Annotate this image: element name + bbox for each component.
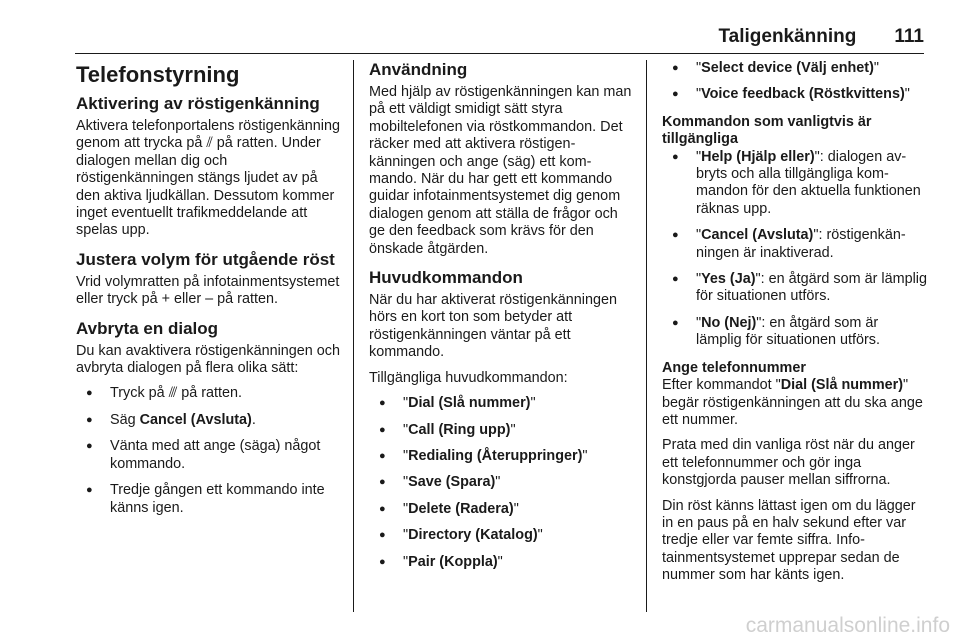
subheading-main-commands: Huvudkommandon xyxy=(369,268,523,288)
list-item: ● "Cancel (Avsluta)": röstigenkänningen är inaktiverad. xyxy=(662,227,927,262)
paragraph-enter-number: Efter kommandot "Dial (Slå nummer)" begär röstigenkänningen att du ska ange ett nummer. xyxy=(662,377,923,428)
list-item: ● "Dial (Slå nummer)" xyxy=(369,395,632,412)
paragraph-usage: Med hjälp av röstigenkänningen kan man på ett väldigt smidigt sätt styra mobiltelefonen via röstkommandon. Det räcker med att aktivera röstigenkänningen och ange (säg) ett kommando. När du har gett ett kommando guidar infotainmentsystemet dig genom dialogen genom att ställa de frågor och ge den feedback som krävs för den önskade åtgärden. xyxy=(369,84,632,257)
subheading-usage: Användning xyxy=(369,60,468,79)
list-item: ● "Delete (Radera)" xyxy=(369,501,632,518)
cancel-options-list xyxy=(76,385,344,516)
column-divider-1 xyxy=(353,60,354,612)
subheading-activation: Aktivering av röstigenkänning xyxy=(76,94,320,113)
paragraph-available-commands: Tillgängliga huvudkommandon: xyxy=(369,369,568,386)
list-item: ● "Directory (Katalog)" xyxy=(369,527,632,544)
main-commands-list xyxy=(369,395,632,571)
list-item: ● "Help (Hjälp eller)": dialogen avbryts och alla tillgängliga kommandon för den aktuella funktionen räknas upp. xyxy=(662,149,927,219)
common-commands-list xyxy=(662,149,927,350)
header-rule xyxy=(75,53,924,54)
list-item: ● "Redialing (Återuppringer)" xyxy=(369,448,632,465)
paragraph-speak-normally: Prata med din vanliga röst när du anger ett telefonnummer och gör inga konstgjorda pauser mellan siffrorna. xyxy=(662,437,915,489)
column-3 xyxy=(662,60,927,593)
list-item: ● "Voice feedback (Röstkvittens)" xyxy=(662,86,927,103)
subheading-common-commands: Kommandon som vanligtvis är tillgängliga xyxy=(662,113,872,148)
list-item: ● Säg Cancel (Avsluta). xyxy=(76,412,344,429)
page-number: 111 xyxy=(894,26,924,47)
list-item: ● "Call (Ring upp)" xyxy=(369,422,632,439)
list-item: ● Vänta med att ange (säga) något kommando. xyxy=(76,438,344,473)
list-item: ● "Save (Spara)" xyxy=(369,474,632,491)
list-item: ● Tryck på ⫻ på ratten. xyxy=(76,385,344,402)
list-item: ● "Select device (Välj enhet)" xyxy=(662,60,927,77)
list-item: ● Tredje gången ett kommando inte känns igen. xyxy=(76,482,344,517)
paragraph-cancel-dialog: Du kan avaktivera röstigenkänningen och avbryta dialogen på flera olika sätt: xyxy=(76,342,340,377)
chapter-title: Taligenkänning xyxy=(718,26,857,47)
column-1 xyxy=(76,60,344,527)
watermark: carmanualsonline.info xyxy=(745,614,950,637)
page-header xyxy=(600,26,924,48)
subheading-enter-number: Ange telefonnummer xyxy=(662,359,806,376)
list-item: ● "Yes (Ja)": en åtgärd som är lämplig för situationen utförs. xyxy=(662,271,927,306)
list-item: ● "No (Nej)": en åtgärd som är lämplig för situationen utförs. xyxy=(662,315,927,350)
paragraph-pause-tip: Din röst känns lättast igen om du lägger in en paus på en halv sekund efter var tredje eller var femte siffra. Infotainmentsystemet upprepar sedan de nummer som har känts igen. xyxy=(662,497,916,584)
paragraph-main-commands: När du har aktiverat röstigenkänningen hörs en kort ton som betyder att röstigenkänningen väntar på ett kommando. xyxy=(369,292,617,361)
section-heading: Telefonstyrning xyxy=(76,62,240,87)
column-divider-2 xyxy=(646,60,647,612)
more-commands-list xyxy=(662,60,927,104)
subheading-volume: Justera volym för utgående röst xyxy=(76,249,335,269)
list-item: ● "Pair (Koppla)" xyxy=(369,554,632,571)
column-2 xyxy=(369,60,632,581)
paragraph-activation: Aktivera telefonportalens röstigenkänning genom att trycka på ⫽ på ratten. Under dialogen mellan dig och röstigenkänningen stängs ljudet av på den aktiva ljudkällan. Dessutom kommer inget eventuellt trafikmeddelande att spelas upp. xyxy=(76,118,340,239)
subheading-cancel-dialog: Avbryta en dialog xyxy=(76,318,219,338)
paragraph-volume: Vrid volymratten på infotainmentsystemet eller tryck på + eller – på ratten. xyxy=(76,273,340,308)
